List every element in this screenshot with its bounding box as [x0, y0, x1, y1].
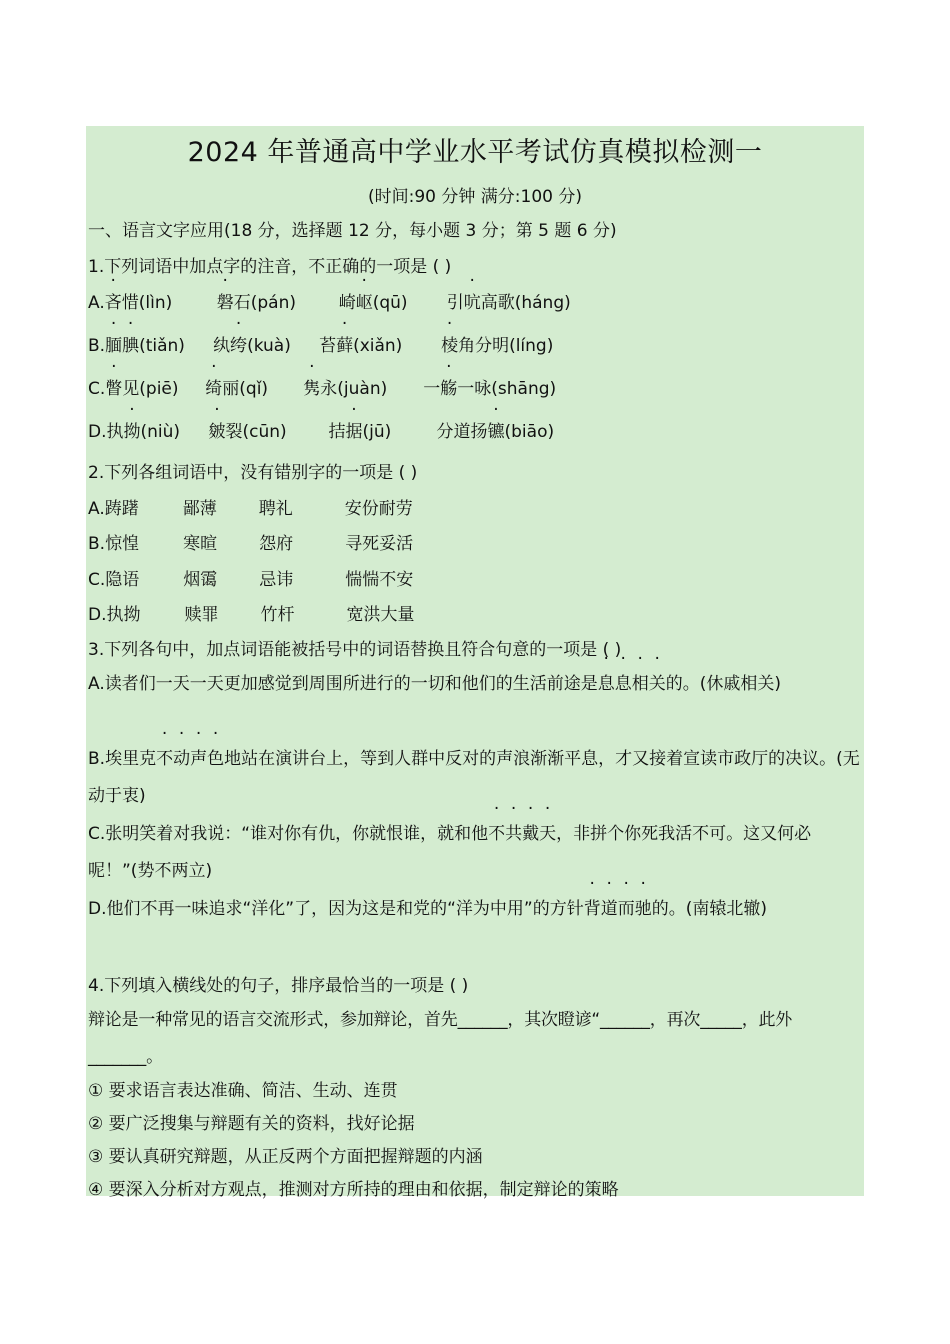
option-label: B.: [88, 336, 106, 356]
option-label: C.: [88, 379, 106, 399]
q3-option-d: D.他们不再一味追求“洋化”了，因为这是和党的“洋为中用”的方针背道而驰的。(南辕北辙): [88, 899, 767, 919]
q1-d-word4: 分道扬镳(biāo): [436, 422, 555, 442]
q4-item-3: ③ 要认真研究辩题，从正反两个方面把握辩题的内涵: [88, 1147, 483, 1167]
q3-option-b: B.埃里克不动声色地站在演讲台上，等到人群中反对的声浪渐渐平息，才又接着宣读市政厅的决议。(无动于衷): [88, 749, 860, 806]
q2-option-b: B.惊惶 寒暄 怨府 寻死妥活: [88, 534, 414, 554]
exam-title: 2024 年普通高中学业水平考试仿真模拟检测一: [187, 137, 763, 168]
q3-option-c: C.张明笑着对我说：“谁对你有仇，你就恨谁，就和他不共戴天，非拼个你死我活不可。这又何必呢！”(势不两立): [88, 824, 812, 881]
q4-item-1: ① 要求语言表达准确、简洁、生动、连贯: [88, 1081, 398, 1101]
q1-stem: 1.下列词语中加点字的注音，不正确的一项是 ( ): [88, 257, 452, 277]
q4-stem: 4.下列填入横线处的句子，排序最恰当的一项是 ( ): [88, 976, 469, 996]
q1-b-word4: 棱角分明(líng): [441, 336, 554, 356]
q1-a-word4: 引吭高歌(háng): [446, 293, 571, 313]
q1-option-a: [88, 288, 571, 313]
q1-a-word2: 磐石(pán): [216, 293, 296, 313]
q4-item-4: ④ 要深入分析对方观点，推测对方所持的理由和依据，制定辩论的策略: [88, 1180, 619, 1200]
q2-option-d: D.执拗 赎罪 竹杆 宽洪大量: [88, 605, 415, 625]
q1-b-word3: 苔藓(xiǎn): [319, 336, 403, 356]
option-label: D.: [88, 422, 107, 442]
q1-d-word3: 拮据(jū): [328, 422, 392, 442]
option-label: A.: [88, 293, 105, 313]
q3-b-dotted-term: 不动声色: [156, 749, 225, 769]
q1-option-d: [88, 417, 554, 442]
q4-item-2: ② 要广泛搜集与辩题有关的资料，找好论据: [88, 1114, 415, 1134]
q3-d-dotted-term: 背道而驰: [583, 899, 652, 919]
q1-b-word2: 纨绔(kuà): [213, 336, 291, 356]
q4-passage: 辩论是一种常见的语言交流形式，参加辩论，首先______，其次瞪谚“______，再次_____，此外_______。: [88, 1010, 793, 1067]
section-heading: 一、语言文字应用(18 分，选择题 12 分，每小题 3 分；第 5 题 6 分): [88, 221, 617, 241]
q3-a-dotted-term: 息息相关: [597, 674, 666, 694]
q1-option-c: [88, 374, 556, 399]
q3-option-a: A.读者们一天一天更加感觉到周围所进行的一切和他们的生活前途是息息相关的。(休戚相关): [88, 674, 781, 694]
q2-option-c: C.隐语 烟霭 忌讳 惴惴不安: [88, 570, 414, 590]
q3-stem: 3.下列各句中，加点词语能被括号中的词语替换且符合句意的一项是 ( ): [88, 640, 622, 660]
exam-subtitle: (时间:90 分钟 满分:100 分): [367, 187, 582, 207]
q1-b-word1: 腼腆(tiǎn): [105, 336, 185, 356]
q2-stem: 2.下列各组词语中，没有错别字的一项是 ( ): [88, 463, 418, 483]
q1-d-word1: 执拗(niù): [106, 422, 181, 442]
q1-c-word4: 一觞一咏(shāng): [423, 379, 557, 399]
q1-option-b: [88, 331, 553, 356]
q1-c-word1: 瞥见(piē): [105, 379, 179, 399]
q1-a-word1: 吝惜(lìn): [104, 293, 173, 313]
q3-c-dotted-term: 不共戴天: [488, 824, 557, 844]
exam-sheet: [86, 126, 864, 1200]
q2-option-a: A.踌躇 鄙薄 聘礼 安份耐劳: [88, 499, 413, 519]
q1-a-word3: 崎岖(qū): [338, 293, 408, 313]
q1-d-word2: 皴裂(cūn): [208, 422, 287, 442]
q1-c-word2: 绮丽(qǐ): [205, 379, 269, 399]
q1-c-word3: 隽永(juàn): [303, 379, 388, 399]
